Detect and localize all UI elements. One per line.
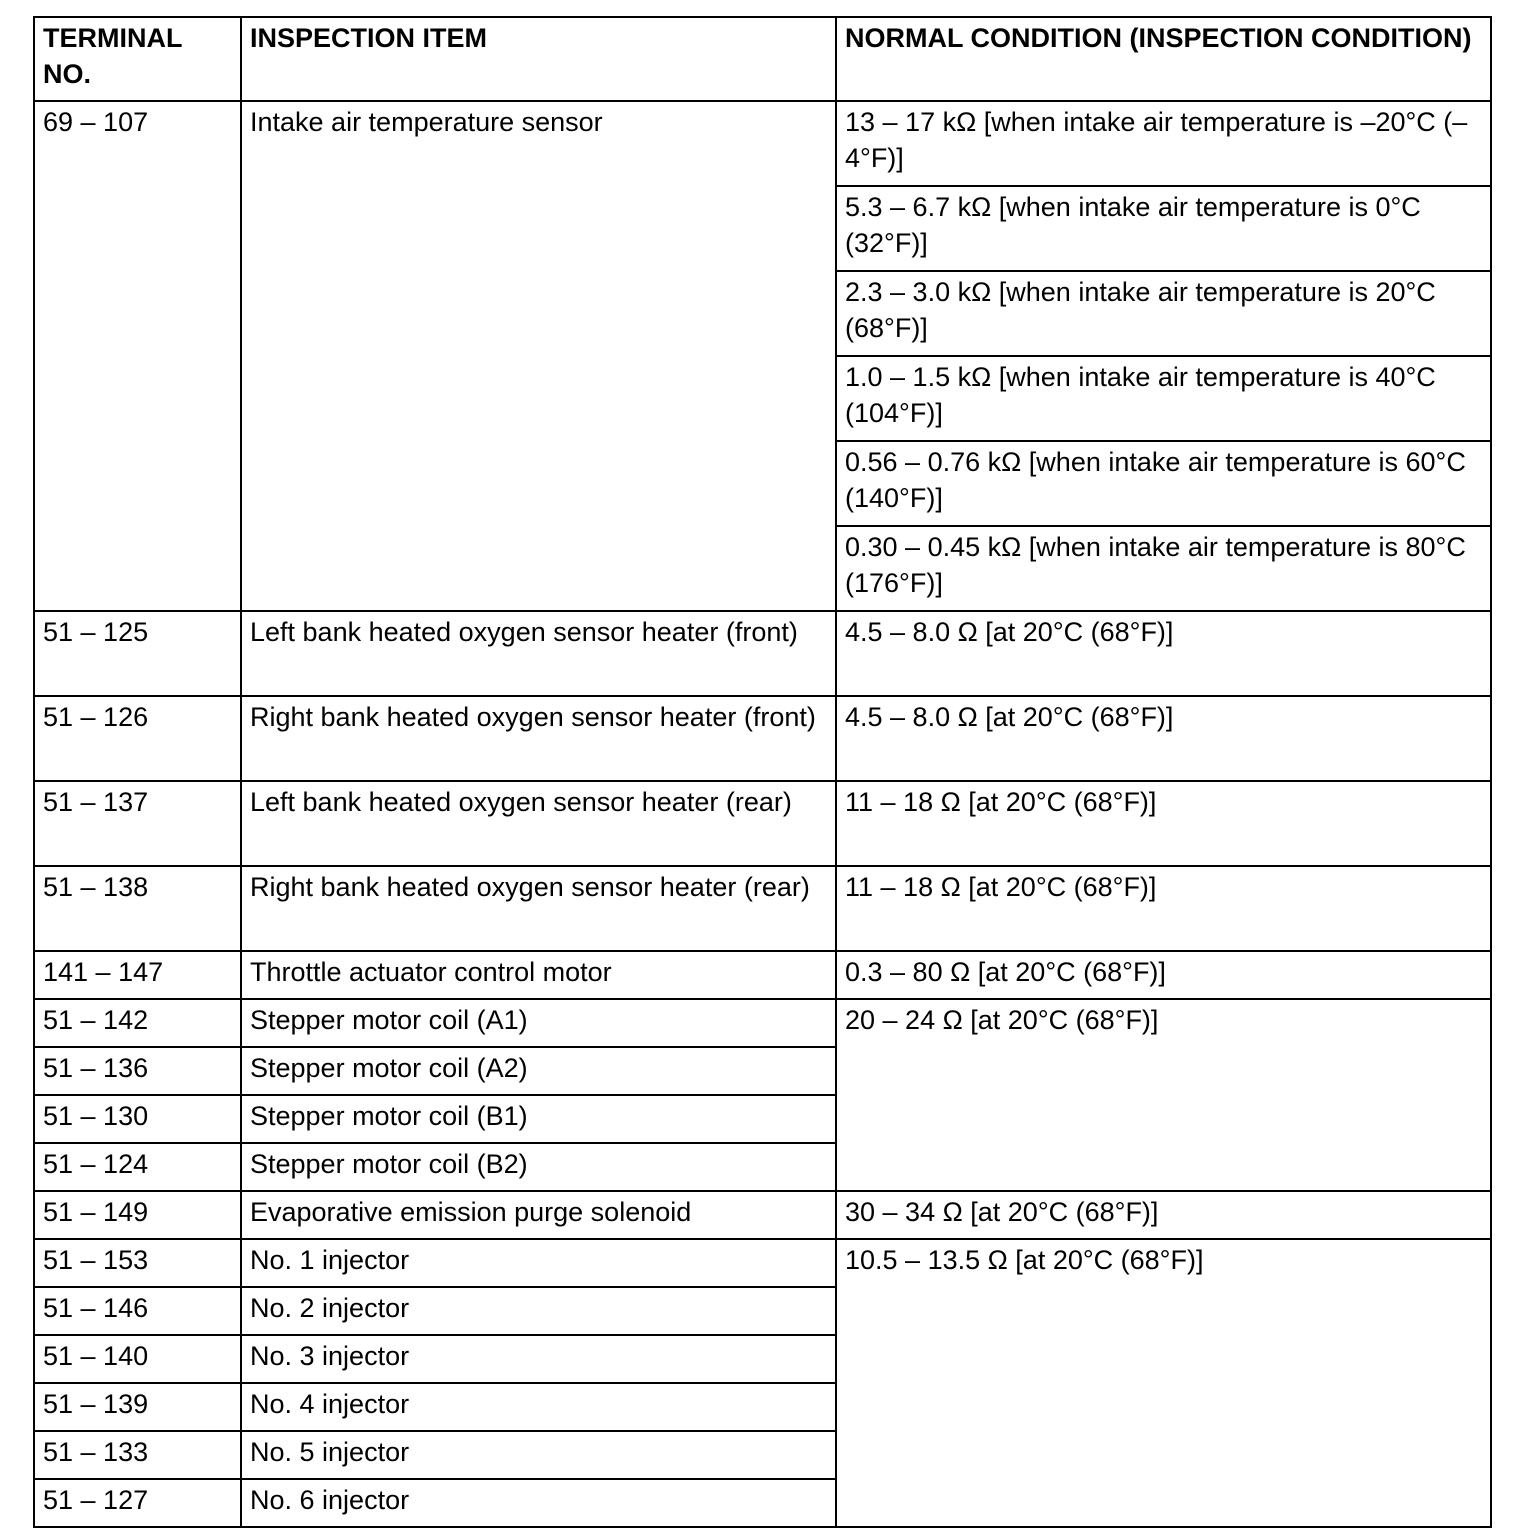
terminal-cell: 51 – 146 bbox=[34, 1287, 241, 1335]
terminal-cell: 51 – 153 bbox=[34, 1239, 241, 1287]
condition-cell: 13 – 17 kΩ [when intake air temperature is –20°C (–4°F)] bbox=[836, 101, 1491, 186]
inspection-item-cell: Intake air temperature sensor bbox=[241, 101, 836, 611]
terminal-cell: 51 – 136 bbox=[34, 1047, 241, 1095]
condition-cell: 4.5 – 8.0 Ω [at 20°C (68°F)] bbox=[836, 696, 1491, 781]
terminal-cell: 51 – 130 bbox=[34, 1095, 241, 1143]
condition-cell: 0.30 – 0.45 kΩ [when intake air temperature is 80°C (176°F)] bbox=[836, 526, 1491, 611]
inspection-item-cell: Right bank heated oxygen sensor heater (front) bbox=[241, 696, 836, 781]
inspection-item-cell: Stepper motor coil (B1) bbox=[241, 1095, 836, 1143]
terminal-cell: 51 – 125 bbox=[34, 611, 241, 696]
terminal-cell: 51 – 142 bbox=[34, 999, 241, 1047]
table-row bbox=[34, 951, 1491, 999]
table-row bbox=[34, 696, 1491, 781]
terminal-cell: 51 – 138 bbox=[34, 866, 241, 951]
inspection-item-cell: Right bank heated oxygen sensor heater (rear) bbox=[241, 866, 836, 951]
inspection-item-cell: Left bank heated oxygen sensor heater (rear) bbox=[241, 781, 836, 866]
table-row bbox=[34, 866, 1491, 951]
terminal-cell: 141 – 147 bbox=[34, 951, 241, 999]
condition-cell: 0.3 – 80 Ω [at 20°C (68°F)] bbox=[836, 951, 1491, 999]
inspection-item-cell: No. 1 injector bbox=[241, 1239, 836, 1287]
inspection-item-cell: Stepper motor coil (A1) bbox=[241, 999, 836, 1047]
table-row bbox=[34, 781, 1491, 866]
header-row bbox=[34, 17, 1491, 101]
condition-cell: 0.56 – 0.76 kΩ [when intake air temperature is 60°C (140°F)] bbox=[836, 441, 1491, 526]
terminal-cell: 51 – 126 bbox=[34, 696, 241, 781]
inspection-item-cell: Throttle actuator control motor bbox=[241, 951, 836, 999]
terminal-cell: 51 – 140 bbox=[34, 1335, 241, 1383]
condition-cell: 5.3 – 6.7 kΩ [when intake air temperature is 0°C (32°F)] bbox=[836, 186, 1491, 271]
condition-cell: 10.5 – 13.5 Ω [at 20°C (68°F)] bbox=[836, 1239, 1491, 1527]
header-inspection-item: INSPECTION ITEM bbox=[241, 17, 836, 101]
inspection-item-cell: Left bank heated oxygen sensor heater (front) bbox=[241, 611, 836, 696]
condition-cell: 11 – 18 Ω [at 20°C (68°F)] bbox=[836, 866, 1491, 951]
table-row bbox=[34, 611, 1491, 696]
inspection-item-cell: No. 2 injector bbox=[241, 1287, 836, 1335]
terminal-cell: 51 – 124 bbox=[34, 1143, 241, 1191]
terminal-cell: 69 – 107 bbox=[34, 101, 241, 611]
header-terminal-no: TERMINAL NO. bbox=[34, 17, 241, 101]
inspection-item-cell: No. 6 injector bbox=[241, 1479, 836, 1527]
table-row bbox=[34, 101, 1491, 186]
table-row bbox=[34, 999, 1491, 1047]
terminal-cell: 51 – 149 bbox=[34, 1191, 241, 1239]
table-row bbox=[34, 1239, 1491, 1287]
condition-cell: 30 – 34 Ω [at 20°C (68°F)] bbox=[836, 1191, 1491, 1239]
header-normal-condition: NORMAL CONDITION (INSPECTION CONDITION) bbox=[836, 17, 1491, 101]
inspection-item-cell: No. 3 injector bbox=[241, 1335, 836, 1383]
terminal-cell: 51 – 133 bbox=[34, 1431, 241, 1479]
terminal-cell: 51 – 127 bbox=[34, 1479, 241, 1527]
condition-cell: 4.5 – 8.0 Ω [at 20°C (68°F)] bbox=[836, 611, 1491, 696]
terminal-cell: 51 – 139 bbox=[34, 1383, 241, 1431]
condition-cell: 2.3 – 3.0 kΩ [when intake air temperature is 20°C (68°F)] bbox=[836, 271, 1491, 356]
terminal-cell: 51 – 137 bbox=[34, 781, 241, 866]
table-row bbox=[34, 1191, 1491, 1239]
inspection-item-cell: Evaporative emission purge solenoid bbox=[241, 1191, 836, 1239]
inspection-item-cell: Stepper motor coil (A2) bbox=[241, 1047, 836, 1095]
inspection-table bbox=[33, 16, 1492, 1528]
inspection-item-cell: No. 5 injector bbox=[241, 1431, 836, 1479]
condition-cell: 1.0 – 1.5 kΩ [when intake air temperature is 40°C (104°F)] bbox=[836, 356, 1491, 441]
condition-cell: 11 – 18 Ω [at 20°C (68°F)] bbox=[836, 781, 1491, 866]
condition-cell: 20 – 24 Ω [at 20°C (68°F)] bbox=[836, 999, 1491, 1191]
inspection-item-cell: Stepper motor coil (B2) bbox=[241, 1143, 836, 1191]
inspection-item-cell: No. 4 injector bbox=[241, 1383, 836, 1431]
